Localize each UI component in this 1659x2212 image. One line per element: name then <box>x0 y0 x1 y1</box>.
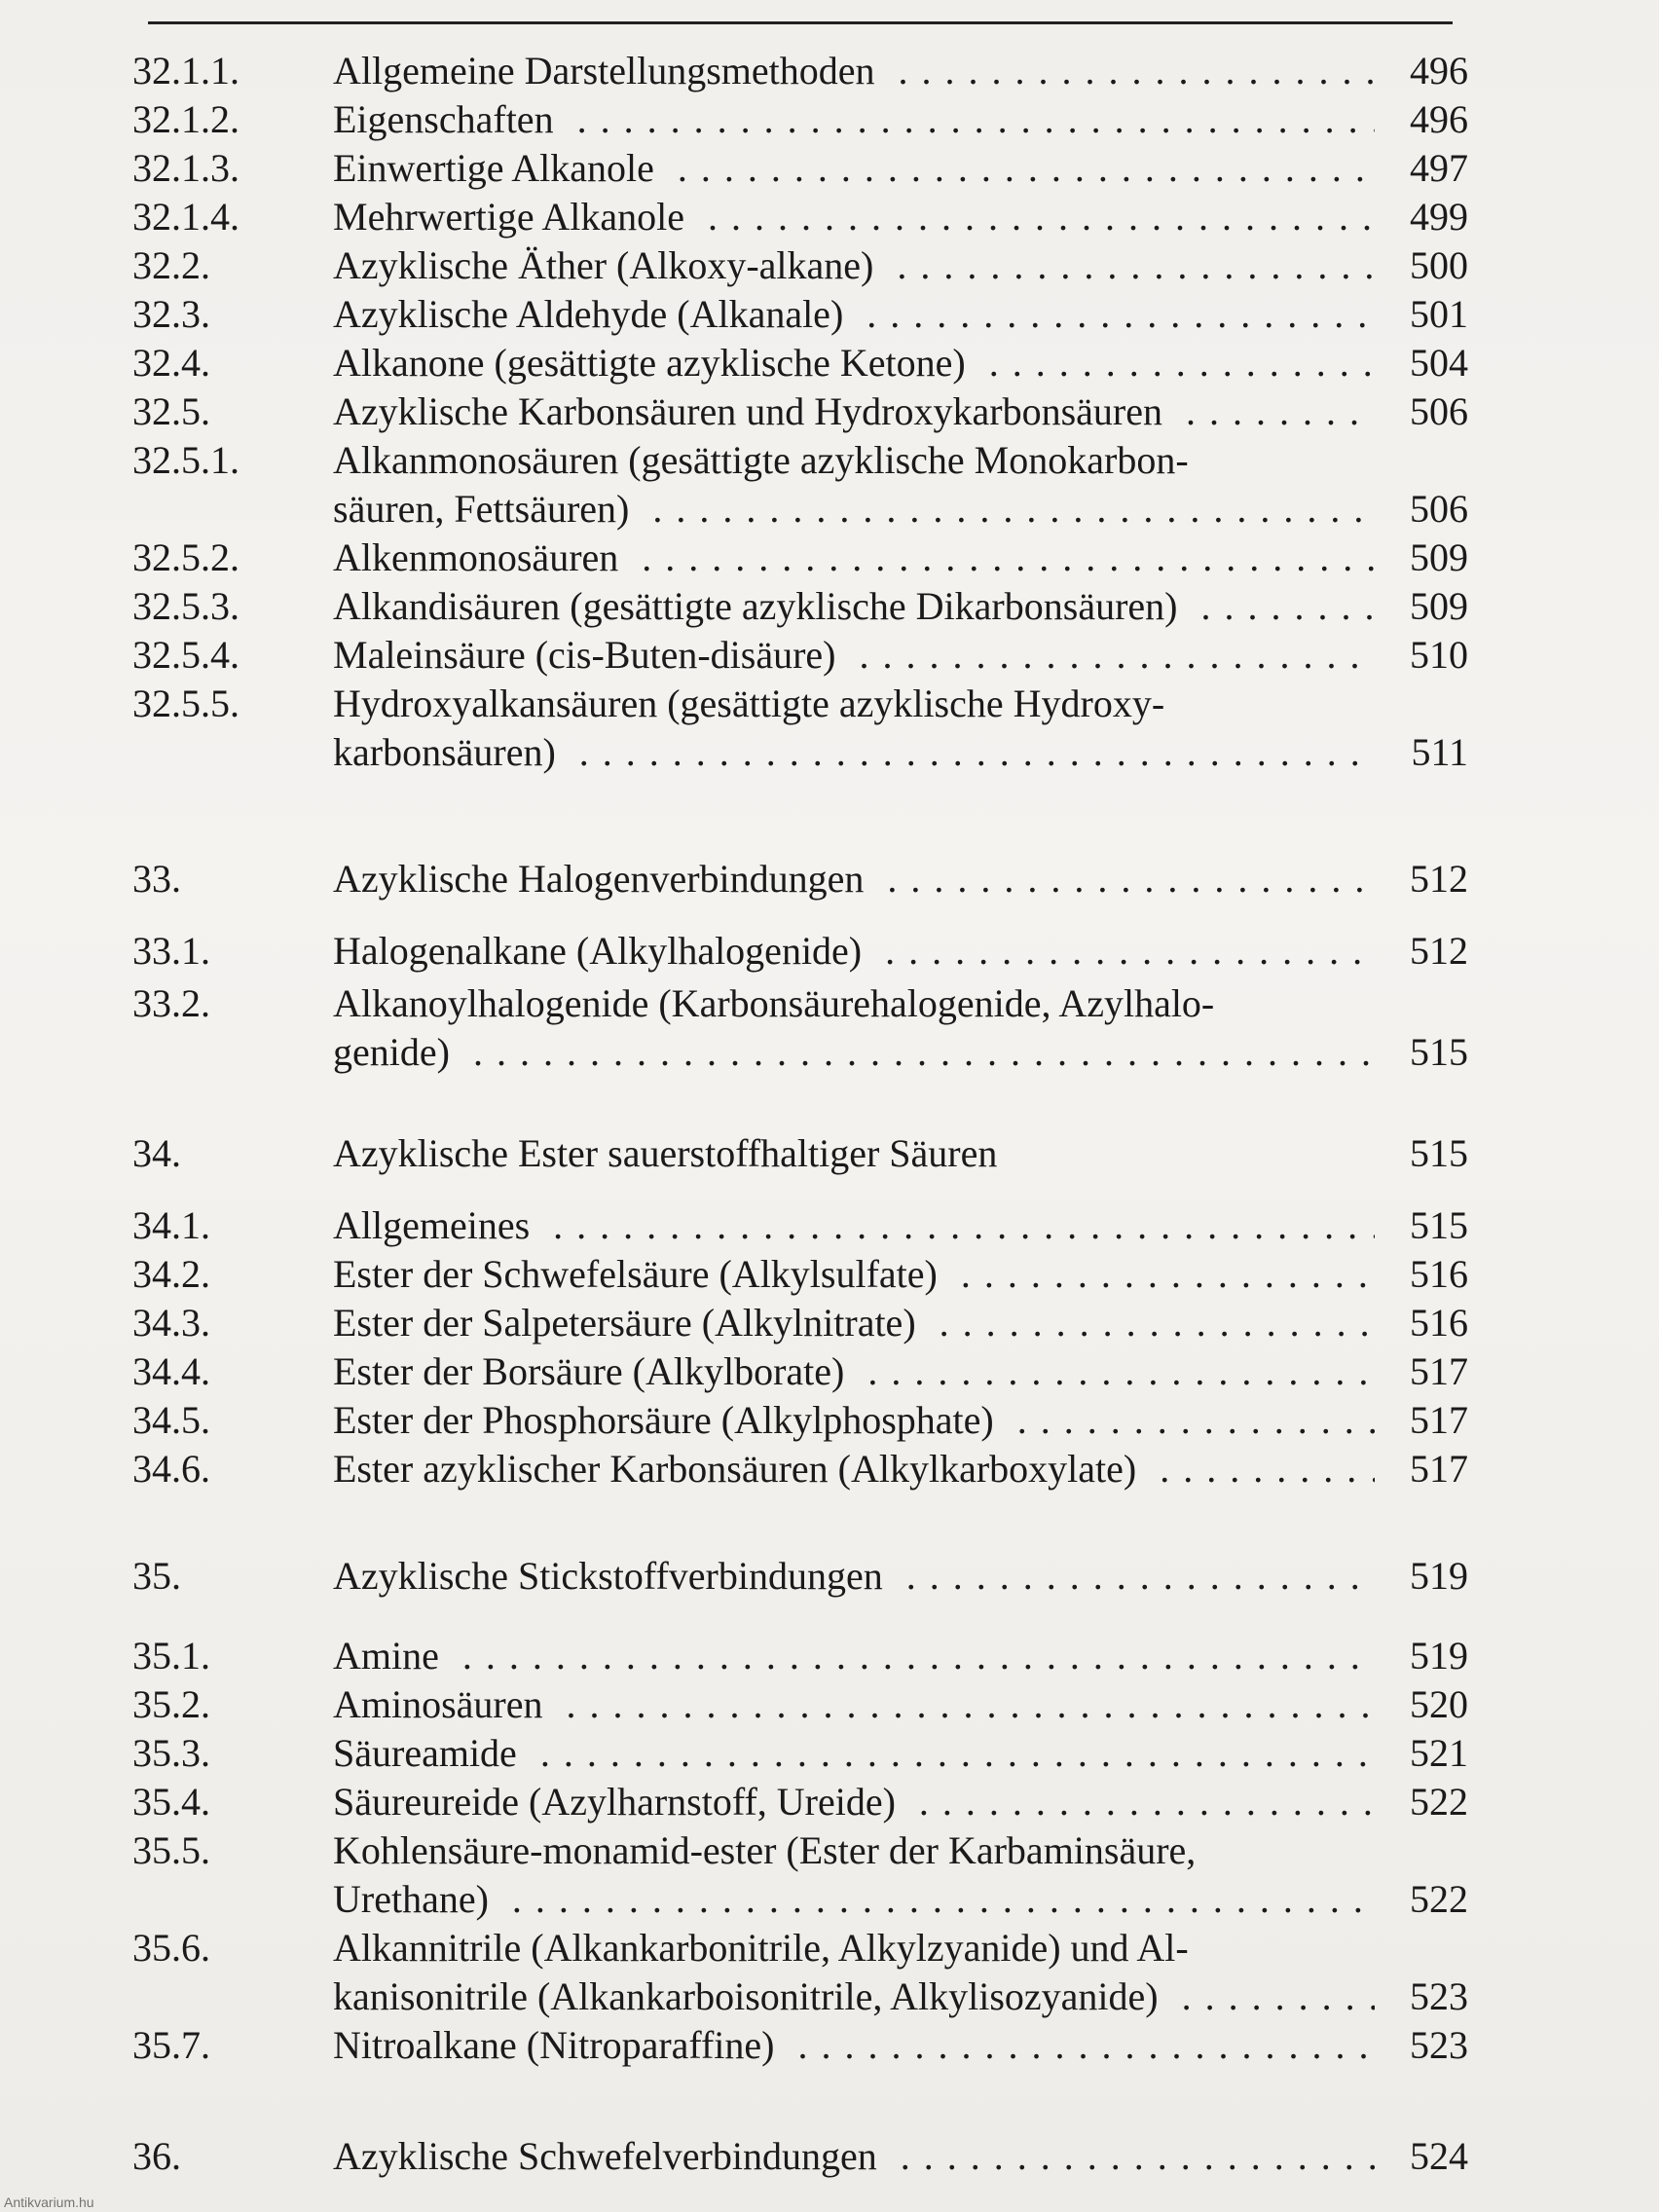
toc-page: 522 <box>1410 1780 1468 1824</box>
toc-number: 35.2. <box>132 1682 210 1726</box>
toc-number: 32.5.5. <box>132 682 240 725</box>
toc-page: 509 <box>1410 584 1468 628</box>
toc-number: 34.6. <box>132 1447 210 1491</box>
toc-page: 524 <box>1410 2134 1468 2178</box>
toc-number: 35.3. <box>132 1731 210 1775</box>
toc-number: 32.5.3. <box>132 584 240 628</box>
toc-page: 520 <box>1410 1682 1468 1726</box>
toc-title: Azyklische Äther (Alkoxy-alkane) <box>333 243 874 287</box>
toc-title-continued: genide) <box>333 1030 450 1074</box>
toc-number: 33. <box>132 857 181 901</box>
toc-title: Alkannitrile (Alkankarbonitrile, Alkylzyanide) und Al- <box>333 1926 1189 1970</box>
toc-number: 34.4. <box>132 1349 210 1393</box>
toc-title: Eigenschaften <box>333 97 554 141</box>
toc-number: 34.3. <box>132 1301 210 1345</box>
toc-number: 35.4. <box>132 1780 210 1824</box>
toc-page: 522 <box>1410 1877 1468 1921</box>
toc-title: Ester der Phosphorsäure (Alkylphosphate) <box>333 1398 994 1442</box>
toc-number: 33.2. <box>132 981 210 1025</box>
toc-title: Aminosäuren <box>333 1682 543 1726</box>
toc-page: 501 <box>1410 292 1468 336</box>
toc-page: 516 <box>1410 1301 1468 1345</box>
toc-page: 512 <box>1410 857 1468 901</box>
toc-page: 521 <box>1410 1731 1468 1775</box>
toc-number: 35. <box>132 1554 181 1598</box>
toc-page: 506 <box>1410 487 1468 531</box>
toc-title: Säureureide (Azylharnstoff, Ureide) <box>333 1780 896 1824</box>
toc-title: Ester azyklischer Karbonsäuren (Alkylkarboxylate) <box>333 1447 1137 1491</box>
toc-page: 496 <box>1410 97 1468 141</box>
toc-title: Nitroalkane (Nitroparaffine) <box>333 2023 775 2067</box>
toc-page: 506 <box>1410 389 1468 433</box>
toc-page: 523 <box>1410 1974 1468 2018</box>
toc-title: Allgemeine Darstellungsmethoden <box>333 49 875 92</box>
toc-page: 509 <box>1410 535 1468 579</box>
toc-page: 515 <box>1410 1030 1468 1074</box>
toc-number: 32.5.4. <box>132 633 240 677</box>
toc-number: 32.1.2. <box>132 97 240 141</box>
toc-page: 511 <box>1411 730 1468 774</box>
toc-title-continued: säuren, Fettsäuren) <box>333 487 630 531</box>
toc-page: 497 <box>1410 146 1468 190</box>
toc-title: Azyklische Aldehyde (Alkanale) <box>333 292 844 336</box>
toc-title: Maleinsäure (cis-Buten-disäure) <box>333 633 836 677</box>
toc-title: Halogenalkane (Alkylhalogenide) <box>333 929 863 973</box>
toc-title: Säureamide <box>333 1731 517 1775</box>
toc-number: 32.5.1. <box>132 438 240 482</box>
toc-page: 517 <box>1410 1447 1468 1491</box>
toc-number: 36. <box>132 2134 181 2178</box>
toc-title: Mehrwertige Alkanole <box>333 195 684 239</box>
toc-title: Azyklische Schwefelverbindungen <box>333 2134 877 2178</box>
toc-number: 35.7. <box>132 2023 210 2067</box>
toc-page: 517 <box>1410 1398 1468 1442</box>
toc-number: 32.1.4. <box>132 195 240 239</box>
toc-page: 496 <box>1410 49 1468 92</box>
toc-number: 32.1.1. <box>132 49 240 92</box>
toc-title: Azyklische Stickstoffverbindungen <box>333 1554 883 1598</box>
toc-title-continued: kanisonitrile (Alkankarboisonitrile, Alkylisozyanide) <box>333 1974 1159 2018</box>
toc-title: Azyklische Ester sauerstoffhaltiger Säuren <box>333 1131 998 1175</box>
toc-number: 32.2. <box>132 243 210 287</box>
toc-number: 34.1. <box>132 1203 210 1247</box>
toc-number: 32.5. <box>132 389 210 433</box>
toc-page: 519 <box>1410 1554 1468 1598</box>
toc-page: 523 <box>1410 2023 1468 2067</box>
toc-title: Kohlensäure-monamid-ester (Ester der Karbaminsäure, <box>333 1828 1197 1872</box>
toc-number: 33.1. <box>132 929 210 973</box>
toc-number: 35.6. <box>132 1926 210 1970</box>
toc-title: Einwertige Alkanole <box>333 146 654 190</box>
toc-title: Ester der Salpetersäure (Alkylnitrate) <box>333 1301 916 1345</box>
toc-title: Alkanone (gesättigte azyklische Ketone) <box>333 341 966 385</box>
toc-number: 35.5. <box>132 1828 210 1872</box>
toc-title: Alkenmonosäuren <box>333 535 619 579</box>
toc-title: Amine <box>333 1634 439 1677</box>
toc-number: 32.1.3. <box>132 146 240 190</box>
toc-number: 32.3. <box>132 292 210 336</box>
toc-page: 510 <box>1410 633 1468 677</box>
toc-page: 515 <box>1410 1131 1468 1175</box>
toc-page: 500 <box>1410 243 1468 287</box>
toc-page: 504 <box>1410 341 1468 385</box>
toc-page: 515 <box>1410 1203 1468 1247</box>
toc-number: 32.4. <box>132 341 210 385</box>
toc-page: 512 <box>1410 929 1468 973</box>
toc-title: Hydroxyalkansäuren (gesättigte azyklische Hydroxy- <box>333 682 1165 725</box>
toc-title: Alkandisäuren (gesättigte azyklische Dikarbonsäuren) <box>333 584 1178 628</box>
toc-title-continued: karbonsäuren) <box>333 730 556 774</box>
toc-title: Allgemeines <box>333 1203 531 1247</box>
toc-number: 34. <box>132 1131 181 1175</box>
toc-page: 519 <box>1410 1634 1468 1677</box>
toc-title: Alkanmonosäuren (gesättigte azyklische Monokarbon- <box>333 438 1189 482</box>
toc-title: Azyklische Halogenverbindungen <box>333 857 865 901</box>
toc-title: Ester der Schwefelsäure (Alkylsulfate) <box>333 1252 938 1296</box>
toc-title: Ester der Borsäure (Alkylborate) <box>333 1349 845 1393</box>
watermark: Antikvarium.hu <box>4 2194 94 2210</box>
toc-page: 517 <box>1410 1349 1468 1393</box>
toc-page: 499 <box>1410 195 1468 239</box>
toc-number: 32.5.2. <box>132 535 240 579</box>
toc-title-continued: Urethane) <box>333 1877 489 1921</box>
toc-number: 34.2. <box>132 1252 210 1296</box>
toc-title: Azyklische Karbonsäuren und Hydroxykarbonsäuren <box>333 389 1162 433</box>
toc-title: Alkanoylhalogenide (Karbonsäurehalogenide, Azylhalo- <box>333 981 1215 1025</box>
toc-number: 35.1. <box>132 1634 210 1677</box>
toc-page: 516 <box>1410 1252 1468 1296</box>
toc-number: 34.5. <box>132 1398 210 1442</box>
